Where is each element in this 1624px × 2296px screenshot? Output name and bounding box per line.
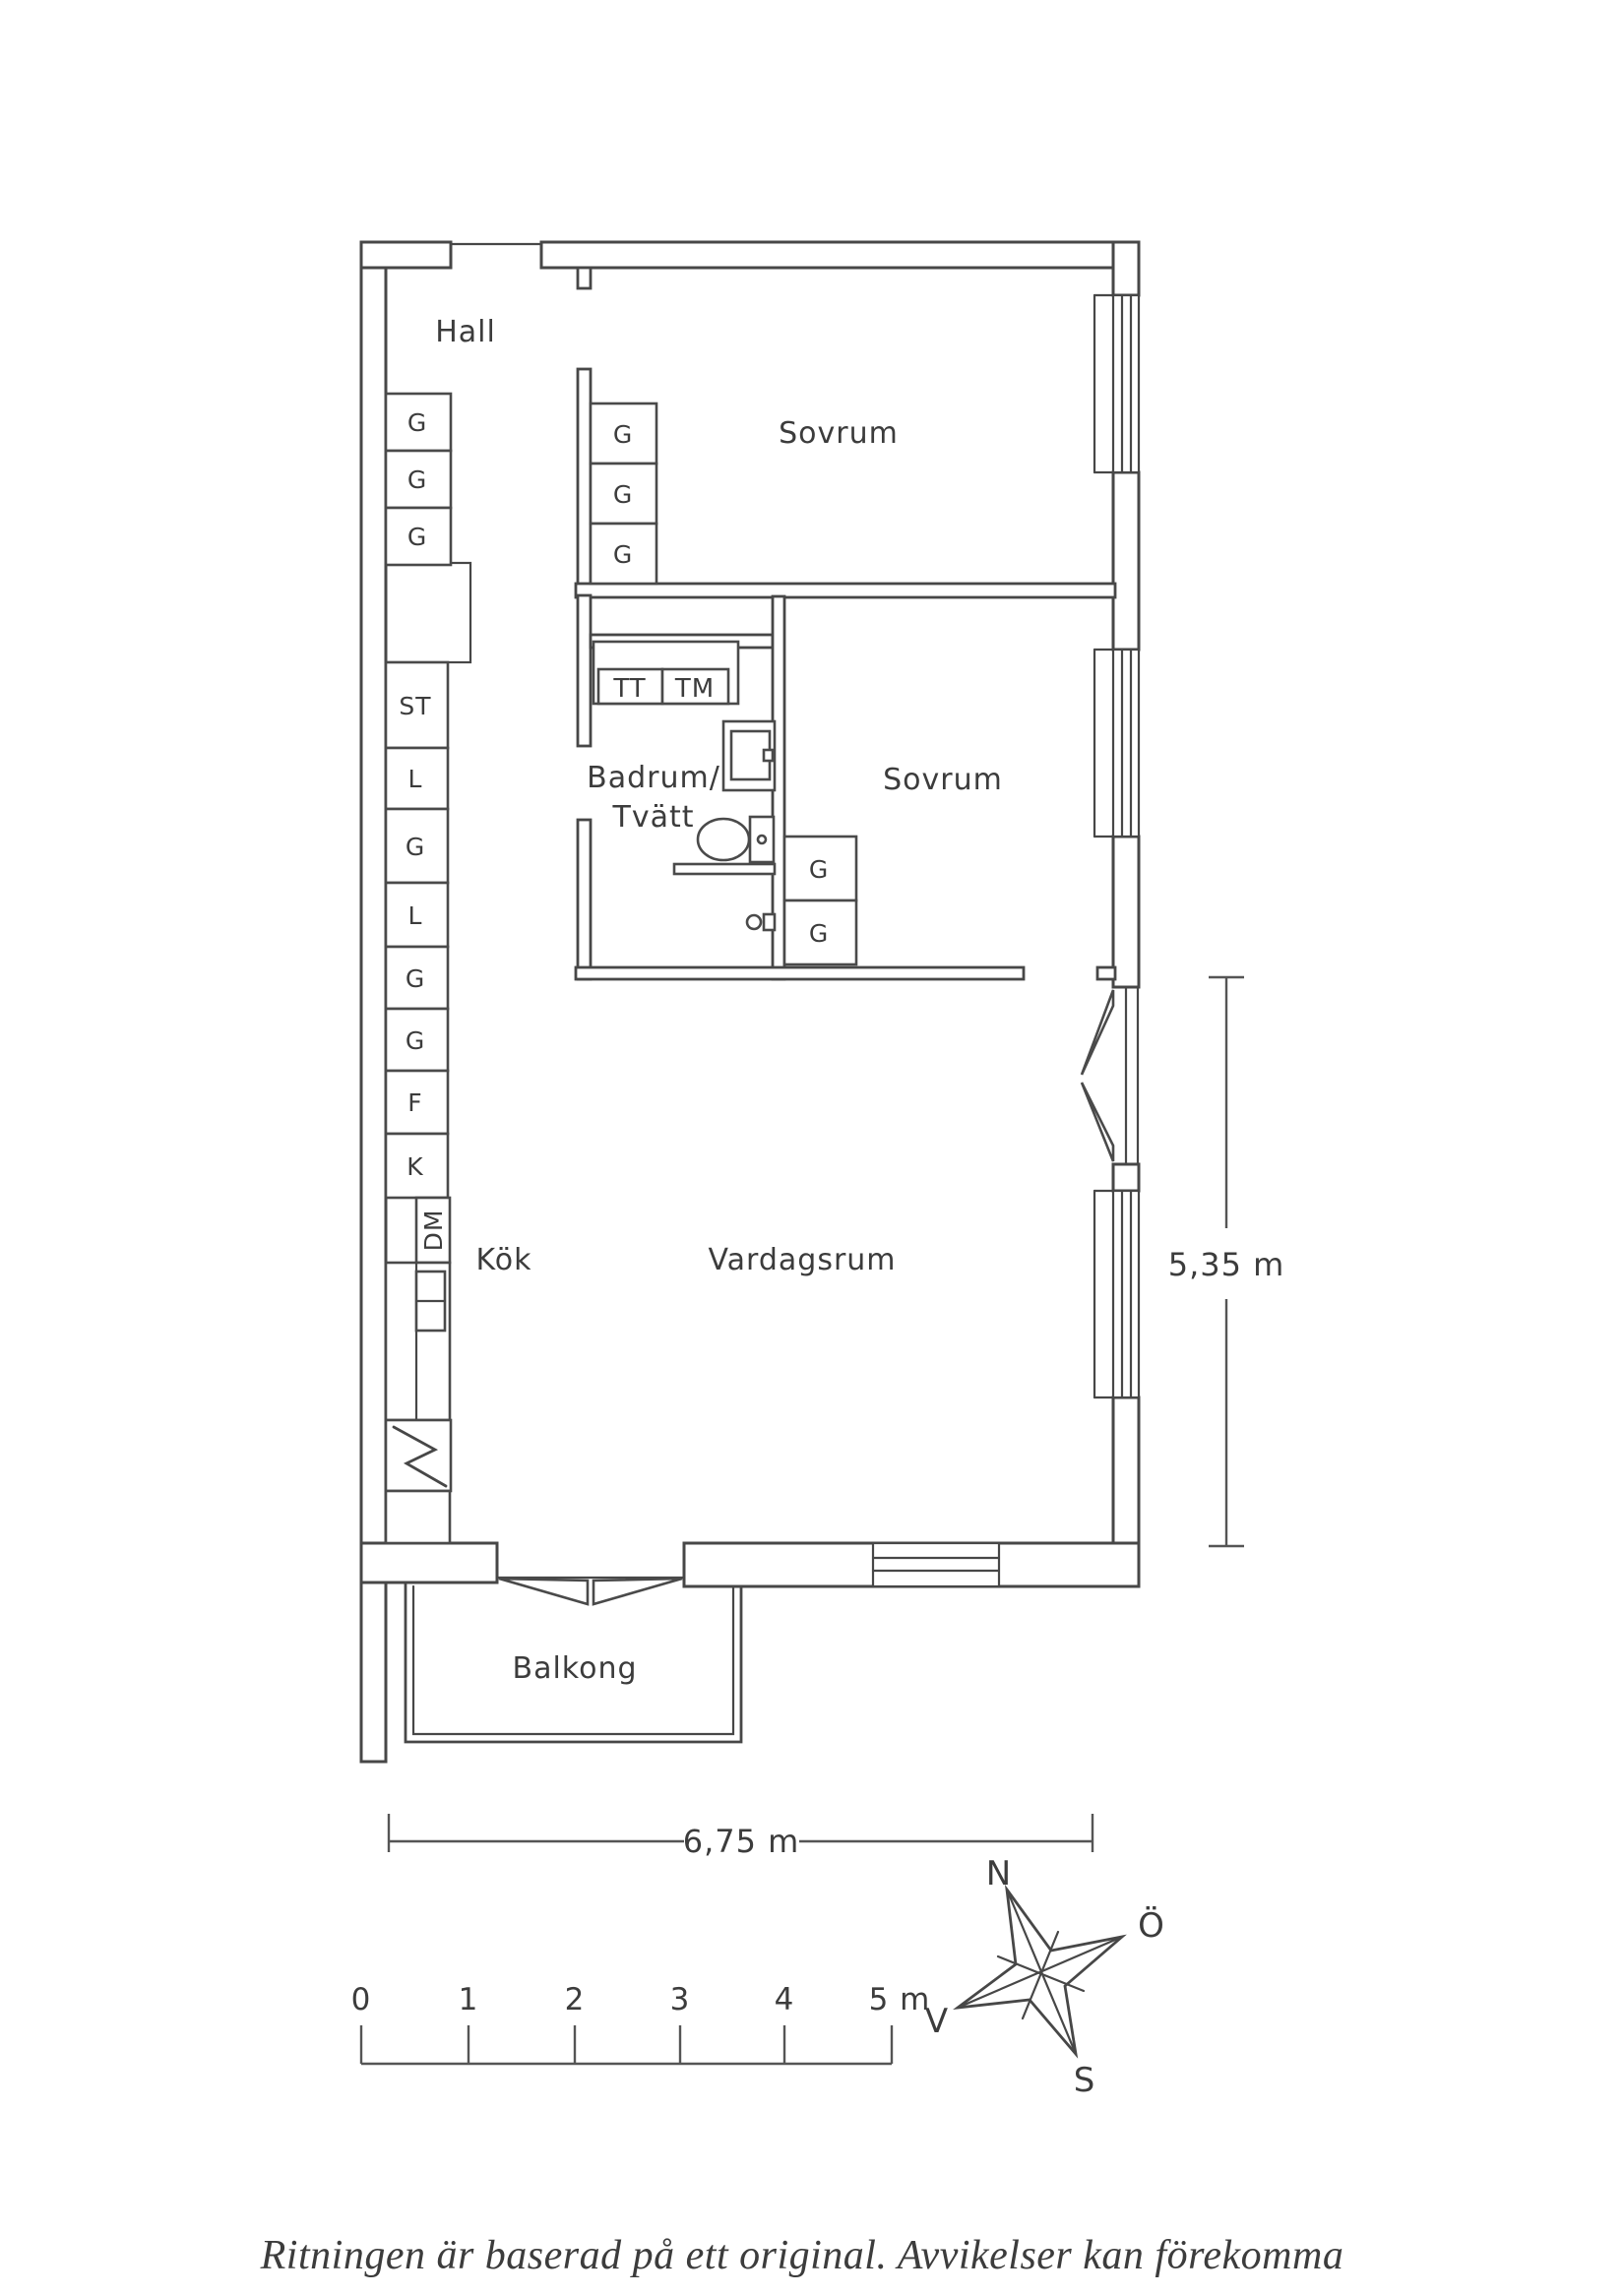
closet-label: K (406, 1152, 424, 1181)
closet-label: G (808, 855, 830, 884)
wall-right-seg4 (1113, 1164, 1139, 1191)
wall-top-right (541, 242, 1139, 268)
compass-rose (925, 1854, 1165, 2100)
washer-label: TM (674, 674, 716, 704)
dimension-vertical (1168, 977, 1285, 1546)
door-leaf-lower (1082, 1083, 1113, 1161)
closet-label: G (612, 540, 634, 569)
wall-bottom-kitchen (361, 1543, 497, 1582)
window-bottom (873, 1543, 999, 1586)
closet-label: G (406, 465, 428, 494)
closets-corridor (386, 662, 448, 1198)
closet-label: G (406, 523, 428, 551)
room-labels (435, 315, 1003, 1686)
wall-right-seg1 (1113, 242, 1139, 295)
closet-label: G (405, 964, 426, 993)
scale-label: 5 m (868, 1982, 931, 2017)
compass-north-label: N (985, 1854, 1013, 1893)
closet-label: ST (399, 692, 432, 720)
wall-hall-bath-lower (578, 820, 591, 979)
bathroom-bench (674, 864, 775, 874)
dimension-horizontal-label: 6,75 m (682, 1823, 800, 1860)
scale-label: 4 (774, 1982, 795, 2017)
wall-bedroom1-left (578, 369, 591, 595)
scale-bar (351, 1982, 931, 2064)
bathroom-cabinet (723, 721, 775, 790)
window-living (1094, 1191, 1139, 1397)
wall-right-seg2 (1113, 472, 1139, 650)
compass-east-label: Ö (1138, 1906, 1165, 1946)
room-label-bedroom2: Sovrum (883, 763, 1003, 797)
room-label-hall: Hall (435, 315, 496, 349)
wall-left (361, 242, 386, 1762)
disclaimer-text: Ritningen är baserad på ett original. Avvikelser kan förekomma (260, 2233, 1344, 2278)
scale-label: 0 (350, 1982, 372, 2017)
shaft (386, 563, 470, 662)
scale-label: 2 (564, 1982, 586, 2017)
wall-bedroom1-stub (578, 268, 591, 288)
dimension-vertical-label: 5,35 m (1167, 1246, 1285, 1283)
closets-bedroom2 (784, 837, 856, 964)
closet-label: G (808, 919, 830, 948)
laundry-machines (593, 642, 738, 704)
dimension-horizontal (389, 1814, 1093, 1860)
room-label-living: Vardagsrum (708, 1243, 897, 1277)
window-bedroom2 (1094, 650, 1139, 837)
closet-label: G (405, 1026, 426, 1055)
closets-hall (386, 394, 451, 565)
room-label-balcony: Balkong (512, 1651, 638, 1686)
compass-south-label: S (1073, 2061, 1096, 2100)
wall-bedroom1-bottom (576, 584, 1115, 597)
exterior-walls (361, 242, 1139, 1762)
stove (386, 1420, 451, 1491)
scale-label: 3 (669, 1982, 691, 2017)
window-bedroom1 (1094, 295, 1139, 472)
windows (873, 295, 1139, 1586)
dishwasher (416, 1198, 450, 1263)
closet-label: G (612, 480, 634, 509)
closet-label: G (405, 833, 426, 861)
closet-label: L (407, 901, 423, 930)
wall-top-left (361, 242, 451, 268)
wall-right-seg3 (1113, 837, 1139, 987)
closet-label: L (407, 765, 423, 793)
wall-hall-bath-upper (578, 595, 591, 746)
compass-west-label: V (924, 2002, 950, 2041)
room-label-bathroom-line2: Tvätt (612, 800, 695, 835)
door-leaf-upper (1082, 990, 1113, 1075)
room-label-bathroom-line1: Badrum/ (587, 761, 720, 795)
closet-label: G (406, 408, 428, 437)
closets-bedroom1 (591, 403, 656, 584)
scale-label: 1 (458, 1982, 479, 2017)
closet-label: F (407, 1088, 423, 1117)
kitchen-counter (386, 1263, 451, 1543)
closet-label: G (612, 420, 634, 449)
wall-bedroom2-bottom-stub (1097, 967, 1115, 979)
room-label-bedroom1: Sovrum (779, 416, 899, 451)
french-door-right (1082, 987, 1138, 1164)
wall-bath-bottom (576, 967, 1024, 979)
balcony-door-leaf-left (499, 1579, 588, 1604)
balcony-door-leaf-right (593, 1579, 682, 1604)
washbasin (747, 914, 775, 930)
dishwasher-label: DM (419, 1209, 448, 1252)
room-label-kitchen: Kök (475, 1243, 532, 1277)
dryer-label: TT (613, 674, 647, 704)
